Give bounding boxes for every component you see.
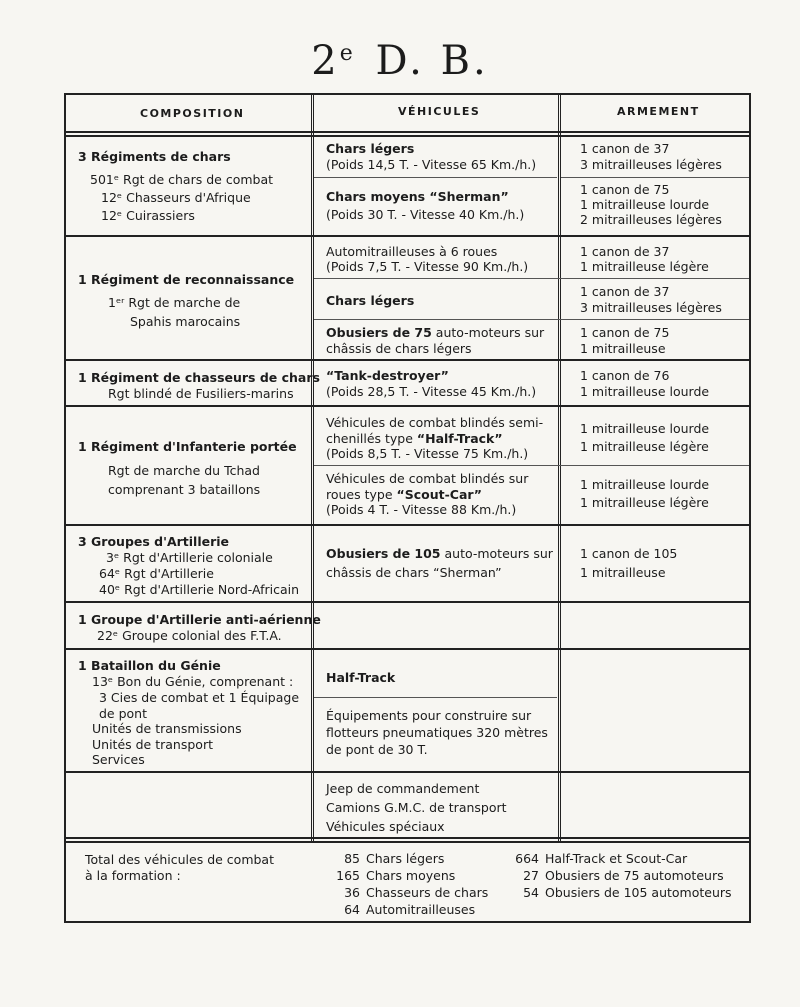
armement-line: 1 canon de 75 xyxy=(580,182,670,197)
total-item: Automitrailleuses xyxy=(366,902,476,917)
composition-line: 12ᵉ Chasseurs d'Afrique xyxy=(101,190,251,205)
composition-antiair-title: 1 Groupe d'Artillerie anti-aérienne xyxy=(78,612,321,627)
vehicule-name: Half-Track xyxy=(326,670,396,685)
composition-line: 1ᵉʳ Rgt de marche de xyxy=(108,295,241,310)
cell-divider xyxy=(314,278,749,279)
vehicule-spec: flotteurs pneumatiques 320 mètres xyxy=(326,725,548,740)
total-item: Chars moyens xyxy=(366,868,456,883)
armement-line: 1 mitrailleuse lourde xyxy=(580,384,710,399)
vehicule-spec: (Poids 7,5 T. - Vitesse 90 Km./h.) xyxy=(326,259,529,274)
composition-line: de pont xyxy=(99,706,148,721)
armement-line: 1 mitrailleuse légère xyxy=(580,439,709,454)
column-divider xyxy=(558,93,561,841)
composition-chars-title: 3 Régiments de chars xyxy=(78,149,231,164)
cell-divider xyxy=(561,177,749,178)
armement-line: 1 canon de 37 xyxy=(580,284,670,299)
composition-chasseurs-title: 1 Régiment de chasseurs de chars xyxy=(78,370,320,385)
vehicule-spec: (Poids 8,5 T. - Vitesse 75 Km./h.) xyxy=(326,446,529,461)
cell-divider xyxy=(314,177,557,178)
total-count: 36 xyxy=(344,885,360,900)
vehicule-name: Chars moyens “Sherman” xyxy=(326,189,509,204)
armement-line: 1 canon de 76 xyxy=(580,368,670,383)
vehicule-spec: (Poids 30 T. - Vitesse 40 Km./h.) xyxy=(326,207,525,222)
composition-line: 3ᵉ Rgt d'Artillerie coloniale xyxy=(106,550,273,565)
armement-line: 1 mitrailleuse lourde xyxy=(580,477,710,492)
total-label: Total des véhicules de combat xyxy=(85,852,274,867)
total-rule xyxy=(66,837,749,839)
armement-line: 1 mitrailleuse xyxy=(580,565,666,580)
armement-line: 1 mitrailleuse lourde xyxy=(580,421,710,436)
row-divider xyxy=(66,235,749,237)
header-composition: COMPOSITION xyxy=(140,107,245,120)
composition-line: 22ᵉ Groupe colonial des F.T.A. xyxy=(97,628,282,643)
composition-line: 3 Cies de combat et 1 Équipage xyxy=(99,690,300,705)
vehicule-name: chenillés type “Half-Track” xyxy=(326,431,503,446)
row-divider xyxy=(66,648,749,650)
vehicule-name: Véhicules spéciaux xyxy=(326,819,445,834)
cell-divider xyxy=(314,697,557,698)
row-divider xyxy=(66,405,749,407)
composition-line: Rgt blindé de Fusiliers-marins xyxy=(108,386,294,401)
vehicule-name: Jeep de commandement xyxy=(326,781,480,796)
armement-line: 1 canon de 105 xyxy=(580,546,678,561)
armement-line: 1 mitrailleuse xyxy=(580,341,666,356)
total-item: Obusiers de 75 automoteurs xyxy=(545,868,724,883)
total-count: 165 xyxy=(336,868,360,883)
row-divider xyxy=(66,601,749,603)
composition-artillerie-title: 3 Groupes d'Artillerie xyxy=(78,534,230,549)
armement-line: 3 mitrailleuses légères xyxy=(580,157,722,172)
vehicule-name: Chars légers xyxy=(326,141,415,156)
vehicule-spec: (Poids 4 T. - Vitesse 88 Km./h.) xyxy=(326,502,517,517)
composition-line: 64ᵉ Rgt d'Artillerie xyxy=(99,566,214,581)
total-item: Half-Track et Scout-Car xyxy=(545,851,688,866)
vehicule-name: Obusiers de 75 auto-moteurs sur xyxy=(326,325,545,340)
header-armement: ARMEMENT xyxy=(617,105,700,118)
total-rule xyxy=(66,841,749,843)
composition-line: Services xyxy=(92,752,145,767)
total-count: 64 xyxy=(344,902,360,917)
vehicule-spec: de pont de 30 T. xyxy=(326,742,428,757)
total-count: 54 xyxy=(523,885,539,900)
composition-line: 501ᵉ Rgt de chars de combat xyxy=(90,172,274,187)
header-rule xyxy=(66,135,749,137)
vehicule-name: Obusiers de 105 auto-moteurs sur xyxy=(326,546,553,561)
composition-line: 40ᵉ Rgt d'Artillerie Nord-Africain xyxy=(99,582,300,597)
armement-line: 1 mitrailleuse légère xyxy=(580,259,709,274)
armement-line: 2 mitrailleuses légères xyxy=(580,212,722,227)
row-divider xyxy=(66,359,749,361)
vehicule-spec: châssis de chars “Sherman” xyxy=(326,565,502,580)
total-item: Chars légers xyxy=(366,851,445,866)
vehicule-spec: châssis de chars légers xyxy=(326,341,472,356)
composition-line: Unités de transport xyxy=(92,737,213,752)
total-label: à la formation : xyxy=(85,868,181,883)
vehicule-name: Camions G.M.C. de transport xyxy=(326,800,507,815)
cell-divider xyxy=(314,465,749,466)
cell-divider xyxy=(314,319,749,320)
armement-line: 1 canon de 75 xyxy=(580,325,670,340)
composition-reco-title: 1 Régiment de reconnaissance xyxy=(78,272,295,287)
composition-line: comprenant 3 bataillons xyxy=(108,482,261,497)
total-item: Chasseurs de chars xyxy=(366,885,489,900)
vehicule-spec: (Poids 28,5 T. - Vitesse 45 Km./h.) xyxy=(326,384,537,399)
composition-line: Spahis marocains xyxy=(130,314,241,329)
armement-line: 1 canon de 37 xyxy=(580,244,670,259)
row-divider xyxy=(66,524,749,526)
armement-line: 1 mitrailleuse légère xyxy=(580,495,709,510)
total-count: 27 xyxy=(523,868,539,883)
composition-line: Rgt de marche du Tchad xyxy=(108,463,260,478)
column-divider xyxy=(311,93,314,841)
vehicule-name: roues type “Scout-Car” xyxy=(326,487,483,502)
armement-line: 1 mitrailleuse lourde xyxy=(580,197,710,212)
vehicule-name: Véhicules de combat blindés sur xyxy=(326,471,529,486)
vehicule-name: “Tank-destroyer” xyxy=(326,368,449,383)
total-count: 664 xyxy=(515,851,539,866)
vehicule-name: Véhicules de combat blindés semi- xyxy=(326,415,544,430)
vehicule-name: Automitrailleuses à 6 roues xyxy=(326,244,498,259)
vehicule-spec: (Poids 14,5 T. - Vitesse 65 Km./h.) xyxy=(326,157,537,172)
header-rule xyxy=(66,131,749,133)
total-item: Obusiers de 105 automoteurs xyxy=(545,885,732,900)
composition-genie-title: 1 Bataillon du Génie xyxy=(78,658,221,673)
row-divider xyxy=(66,771,749,773)
header-vehicules: VÉHICULES xyxy=(398,105,481,118)
page-title: 2e D. B. xyxy=(311,38,489,84)
composition-line: 12ᵉ Cuirassiers xyxy=(101,208,195,223)
armement-line: 1 canon de 37 xyxy=(580,141,670,156)
composition-line: 13ᵉ Bon du Génie, comprenant : xyxy=(92,674,294,689)
vehicule-name: Chars légers xyxy=(326,293,415,308)
composition-line: Unités de transmissions xyxy=(92,721,242,736)
armement-line: 3 mitrailleuses légères xyxy=(580,300,722,315)
vehicule-spec: Équipements pour construire sur xyxy=(326,708,532,723)
composition-infanterie-title: 1 Régiment d'Infanterie portée xyxy=(78,439,297,454)
total-count: 85 xyxy=(344,851,360,866)
